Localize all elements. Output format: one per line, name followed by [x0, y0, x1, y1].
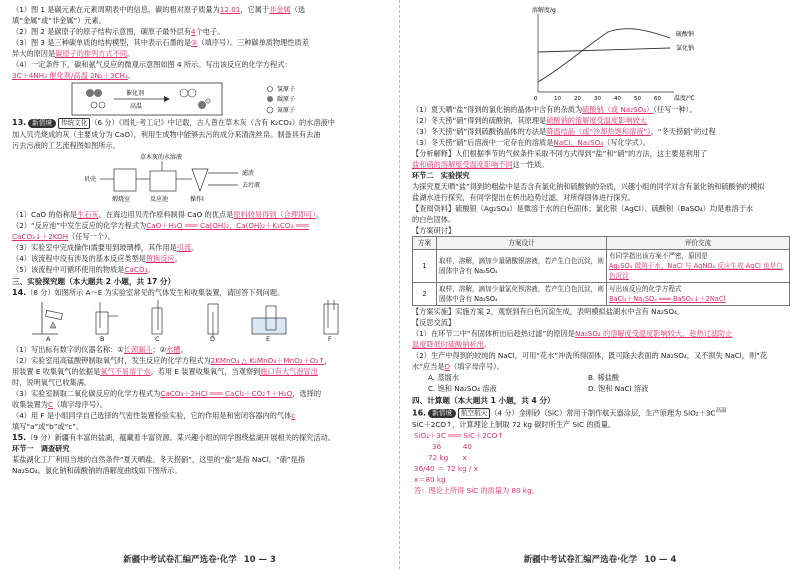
q14-part1: （1）写出标有数字的仪器名称：①长颈漏斗；②水槽。: [12, 345, 188, 354]
flow-label: 操作Ⅰ: [190, 196, 204, 203]
option-b: B. 稀盐酸: [588, 373, 620, 382]
text-line: 为探究夏天晒“盐”得到的粗盐中是否含有氯化钠和硫酸钠的杂质，兴趣小组的同学对含有氯化钠和硫酸钠的模拟: [412, 182, 765, 191]
culture-tag: 传统文化: [58, 118, 90, 129]
q14-part4: （4）用 F 是小组同学自己选择的气密性装置检验实验，它的作用是和密闭容器内的气体c: [12, 411, 296, 420]
option-list: [412, 372, 790, 394]
r-analysis-b: 盐和硝的溶解度受温度影响不同这一性质。: [412, 160, 549, 169]
footer-page-number: 10 — 4: [644, 555, 677, 565]
molecule-atom: [86, 89, 94, 97]
sodium-sulfate-curve: [538, 29, 670, 82]
x-axis-label: 温度/℃: [674, 95, 695, 102]
table-cell: 1: [413, 250, 437, 283]
table-header: 方案设计: [437, 237, 607, 250]
right-page: [400, 0, 800, 569]
aerospace-tag: 航空航天: [458, 408, 490, 419]
q14-part2b: 用装置 E 收集氧气的依据是氧气不易溶于水。若用 E 装置收集氧气，当观察到瓶口有大气泡冒出: [12, 367, 318, 376]
table-cell: 写出该反应的化学方程式 BaCl₂＋Na₂SO₄ ═══ BaSO₄↓＋2NaCl: [607, 283, 790, 306]
q12-part3: （3）图 3 是三种碳单质的结构模型，其中表示石墨的是②（填序号）。三种碳单质物理性质差: [12, 38, 309, 47]
label-b: B: [100, 335, 105, 343]
x-tick: 20: [574, 96, 581, 102]
molecule-atom: [180, 89, 188, 97]
q16-title: 16. 新情境 航空航天 （4 分）金刚砂（SiC）常用于制作航天器涂层，生产原理为 $SiO_2+3C^{高温}$: [412, 408, 727, 418]
q12-part4: （4）一定条件下，碳和氨气反应的微观示意图如图 4 所示。写出该反应的化学方程式：: [12, 60, 292, 69]
figure-4-diagram: [12, 81, 389, 117]
r-part1: （1）夏天晒“盐”得到的氯化钠的晶体中含有的杂质为硫酸钠（或 Na₂SO₄）（任写一种）。: [412, 105, 697, 114]
q14-part2: （2）实验室用高锰酸钾制取氧气时，发生反应的化学方程式为2KMnO₄ △ K₂MnO₄＋MnO₂＋O₂↑，: [12, 356, 332, 365]
table-row: [413, 250, 790, 283]
r-part2: （2）冬天捞“硝”得到的硫酸钠，其原理是硫酸钠的溶解度受温度影响较大: [412, 116, 647, 125]
q14-part4b: 填写“a”或“b”或“c”。: [12, 422, 84, 431]
legend-sodium-sulfate: 硫酸钠: [676, 31, 695, 38]
molecule-atom: [91, 102, 97, 108]
q13-part5: （5）该流程中可循环使用的物质是CaCO₃。: [12, 265, 155, 274]
option-d: D. 饱和 NaCl 溶液: [588, 384, 649, 393]
table-cell: 取样，溶解，滴加少量硝酸银溶液，若产生白色沉淀，则固体中含有 Na₂SO₄: [437, 250, 607, 283]
table-cell: 有同学指出该方案不严密，原因是 Ag₂SO₄ 微溶于水，NaCl 与 AgNO₃ 反应生成 AgCl 也是白色沉淀: [607, 250, 790, 283]
table-header: 评价交流: [607, 237, 790, 250]
flow-label: 去污液: [242, 182, 261, 189]
x-tick: 30: [594, 96, 601, 102]
q13-part3: （3）实验室中完成操作Ⅰ需要用到玻璃棒，其作用是引流。: [12, 243, 199, 252]
y-axis-label: 溶解度/g: [532, 7, 556, 14]
solution-line: 72 kg x: [428, 453, 467, 463]
q13-part1: （1）CaO 的俗称是生石灰。在海边用贝壳作原料制得 CaO 的优点是原料较易得到（合理即可）。: [12, 210, 324, 219]
text-line: 的白色固体。: [412, 215, 456, 224]
solution-block: [412, 430, 790, 496]
label-d: D: [210, 335, 216, 343]
footer-page-number: 10 — 3: [243, 555, 276, 565]
table-header: 方案: [413, 237, 437, 250]
solution-line: SiO₂＋3C ═══ SiC＋2CO↑: [414, 431, 504, 441]
flow-label: 滤渣: [242, 170, 255, 177]
apparatus-e: [252, 306, 286, 334]
section-2-title: 环节二 实验探究: [412, 171, 470, 180]
answer: 非金属: [269, 5, 291, 14]
new-context-tag: 新情境: [428, 409, 456, 418]
apparatus-figure: [12, 298, 389, 344]
q13-part2: （2）“反应池”中发生反应的化学方程式为CaO＋H₂O ═══ Ca(OH)₂，Ca(OH)₂＋K₂CO₃ ═══: [12, 221, 309, 230]
x-tick: 60: [654, 96, 661, 102]
text-line: 污去污液的工艺流程图如图所示。: [12, 141, 120, 150]
option-c: C. 饱和 Na₂SO₄ 溶液: [428, 384, 497, 393]
q14-part2c: 时，说明氧气已收集满。: [12, 378, 92, 387]
q14-part3b: 收集装置为C（填字母序号）。: [12, 400, 107, 409]
calcination-chamber: [114, 169, 136, 191]
flow-label: 反应池: [150, 196, 169, 203]
q15-section-1: 环节一 调查研究: [12, 444, 70, 453]
legend-sodium-chloride: 氯化钠: [676, 45, 695, 52]
r-reflect-2b: 水”应当是D（填字母序号）。: [412, 362, 504, 371]
page-footer-left: [0, 555, 399, 566]
reflect-heading: 【反思交流】: [412, 318, 456, 327]
solution-line: 36 40: [432, 442, 472, 452]
q12-equation: 3C＋4NH₃ 催化剂/高温 2N₂＋3CH₄。: [12, 71, 136, 80]
label-a: A: [46, 335, 51, 343]
catalyst-label: 催化剂: [126, 90, 145, 97]
text-line: 某盐湖化工厂利用当地的自然条件“夏天晒盐、冬天捞硝”，这里的“盐”是指 NaCl，“硝”是指: [12, 455, 305, 464]
footer-title: 新疆中考试卷汇编严选卷·化学: [123, 555, 237, 565]
q12-part3b: 异大的原因是碳原子的排列方式不同。: [12, 49, 135, 58]
text-line: 【方案实施】实施方案 2，观察到有白色沉淀生成，表明模拟盐湖水中含有 Na₂SO₄。: [412, 307, 685, 316]
molecule-atom: [198, 101, 206, 109]
flow-label: 煅烧室: [112, 196, 131, 203]
page-footer-right: [400, 555, 800, 566]
r-reflect-1: （1）在环节二中“有固体析出后趁热过滤”的原因是Na₂SO₄ 的溶解度受温度影响较大，趁热过滤防止: [412, 329, 733, 338]
legend-label: 氢原子: [277, 86, 296, 93]
r-analysis: 【分析解释】人们根据季节的气候条件采取不同方式得到“盐”和“硝”的方法，这主要是利用了: [412, 149, 708, 158]
section-4-title: 四、计算题（本大题共 1 小题，共 4 分）: [412, 396, 555, 405]
q13-part4: （4）该流程中没有涉及的基本反应类型是置换反应。: [12, 254, 182, 263]
hydrogen-legend-icon: [268, 87, 273, 92]
nitrogen-legend-icon: [267, 107, 273, 113]
q12-part2: （2）图 2 是碳原子的原子结构示意图，碳原子最外层有4个电子。: [12, 27, 225, 36]
flow-label: 草木灰的水溶液: [140, 154, 183, 161]
apparatus-c: [152, 300, 162, 334]
plan-table: [412, 236, 790, 306]
q13-title: 13. 新情境 传统文化 （6 分）《周礼·考工记》中记载，古人曾在草木灰（含有 K₂CO₃）的水溶液中: [12, 118, 335, 127]
q15-title: 15.（9 分）新疆有丰富的盐湖，蕴藏着丰富资源。某兴趣小组的同学围绕盐湖开展相关的探究活动。: [12, 433, 335, 442]
r-part3: （3）冬天捞“硝”得到硫酸钠晶体的方法是降温结晶（或“冷却热饱和溶液”），“冬天捞硝”的过程: [412, 127, 716, 136]
process-flow-diagram: [12, 151, 389, 209]
condition-label: 高温: [715, 408, 727, 414]
x-tick: 40: [614, 96, 621, 102]
apparatus-a: [32, 302, 62, 334]
solution-line: 答：理论上所得 SiC 的质量为 80 kg。: [414, 486, 539, 496]
label-e: E: [266, 335, 271, 343]
solubility-svg: [412, 4, 792, 104]
flow-label: 贝壳: [84, 176, 97, 183]
condition-label: 高温: [130, 103, 143, 110]
text-line: Na₂SO₄。氯化钠和硫酸钠的溶解度曲线如下图所示。: [12, 466, 182, 475]
q14-part3: （3）实验室制取二氧化碳反应的化学方程式为CaCO₃＋2HCl ═══ CaCl₂＋CO₂↑＋H₂O，选择的: [12, 389, 322, 398]
r-part4: （3）冬天捞“硝”后溶液中一定存在的溶质是NaCl、Na₂SO₄（写化学式）。: [412, 138, 650, 147]
r-reflect-1b: 温度降低时硫酸钠析出。: [412, 340, 492, 349]
flow-svg: [12, 151, 392, 209]
solution-line: x＝80 kg: [414, 475, 446, 485]
molecule-atom: [188, 89, 196, 97]
option-a: A. 蒸馏水: [428, 373, 459, 382]
plan-heading: 【方案研讨】: [412, 226, 456, 235]
table-cell: 取样，溶解，滴加少量氯化钡溶液，若产生白色沉淀，则固体中含有 Na₂SO₄: [437, 283, 607, 306]
section-3-title: 三、实验探究题（本大题共 2 小题，共 17 分）: [12, 277, 176, 286]
apparatus-b: [96, 302, 118, 334]
label-f: F: [328, 335, 332, 343]
x-tick: 10: [554, 96, 561, 102]
x-tick: 0: [534, 96, 538, 102]
legend-label: 碳原子: [277, 96, 296, 103]
text-line: 盐湖水进行探究，有同学提出在析出趋势过滤，对所得固体进行探究。: [412, 193, 635, 202]
text-line: SiC＋2CO↑，计算理论上制取 72 kg 碳时所生产 SiC 的质量。: [412, 420, 616, 430]
text-line: （2）生产中得到的较纯的 NaCl，可用“花水”冲洗所得固体，既可除去表面的 Na₂SO₄，又不损失 NaCl，则“花: [412, 351, 768, 360]
q13-part2b: CaCO₃↓＋2KOH（任写一个）。: [12, 232, 115, 241]
table-header-row: [413, 237, 790, 250]
text-line: 填“金属”或“非金属”）元素。: [12, 16, 106, 25]
molecule-atom: [206, 99, 210, 103]
text-line: 【查阅资料】硫酸银（Ag₂SO₄）是微溶于水的白色固体；氯化银（AgCl）、硫酸钡（BaSO₄）均是难溶于水: [412, 204, 754, 213]
apparatus-labels: [12, 334, 392, 344]
molecule-atom: [99, 102, 105, 108]
arrow-head: [164, 96, 170, 102]
solubility-graph: [412, 4, 790, 104]
table-row: [413, 283, 790, 306]
q14-title: 14.（8 分）如图所示 A～E 为实验室常见的气体发生和收集装置，请回答下列问题。: [12, 288, 285, 297]
reaction-pool: [150, 171, 176, 191]
text-line: 加入贝壳烧成的灰（主要成分为 CaO），利用生成物中能够去污的成分来清洗丝帛。制备具有去油: [12, 130, 321, 139]
solution-line: 36/40 ＝ 72 kg / x: [414, 464, 478, 474]
new-context-tag: 新情境: [28, 119, 56, 128]
carbon-legend-icon: [267, 96, 273, 102]
footer-title: 新疆中考试卷汇编严选卷·化学: [523, 555, 638, 565]
q12-part1: （1）图 1 是碳元素在元素周期表中的信息，碳的相对原子质量为12.01，它属于非金属（选: [12, 5, 306, 14]
filter-funnel: [192, 169, 208, 191]
micro-reaction-svg: [12, 81, 392, 117]
molecule-atom: [94, 89, 102, 97]
answer: 12.01: [219, 5, 241, 14]
x-tick: 50: [634, 96, 641, 102]
apparatus-d: [208, 304, 218, 338]
legend-label: 氮原子: [277, 107, 296, 114]
apparatus-f: [324, 300, 338, 334]
label-c: C: [155, 335, 160, 343]
table-cell: 2: [413, 283, 437, 306]
sodium-chloride-curve: [538, 48, 670, 52]
